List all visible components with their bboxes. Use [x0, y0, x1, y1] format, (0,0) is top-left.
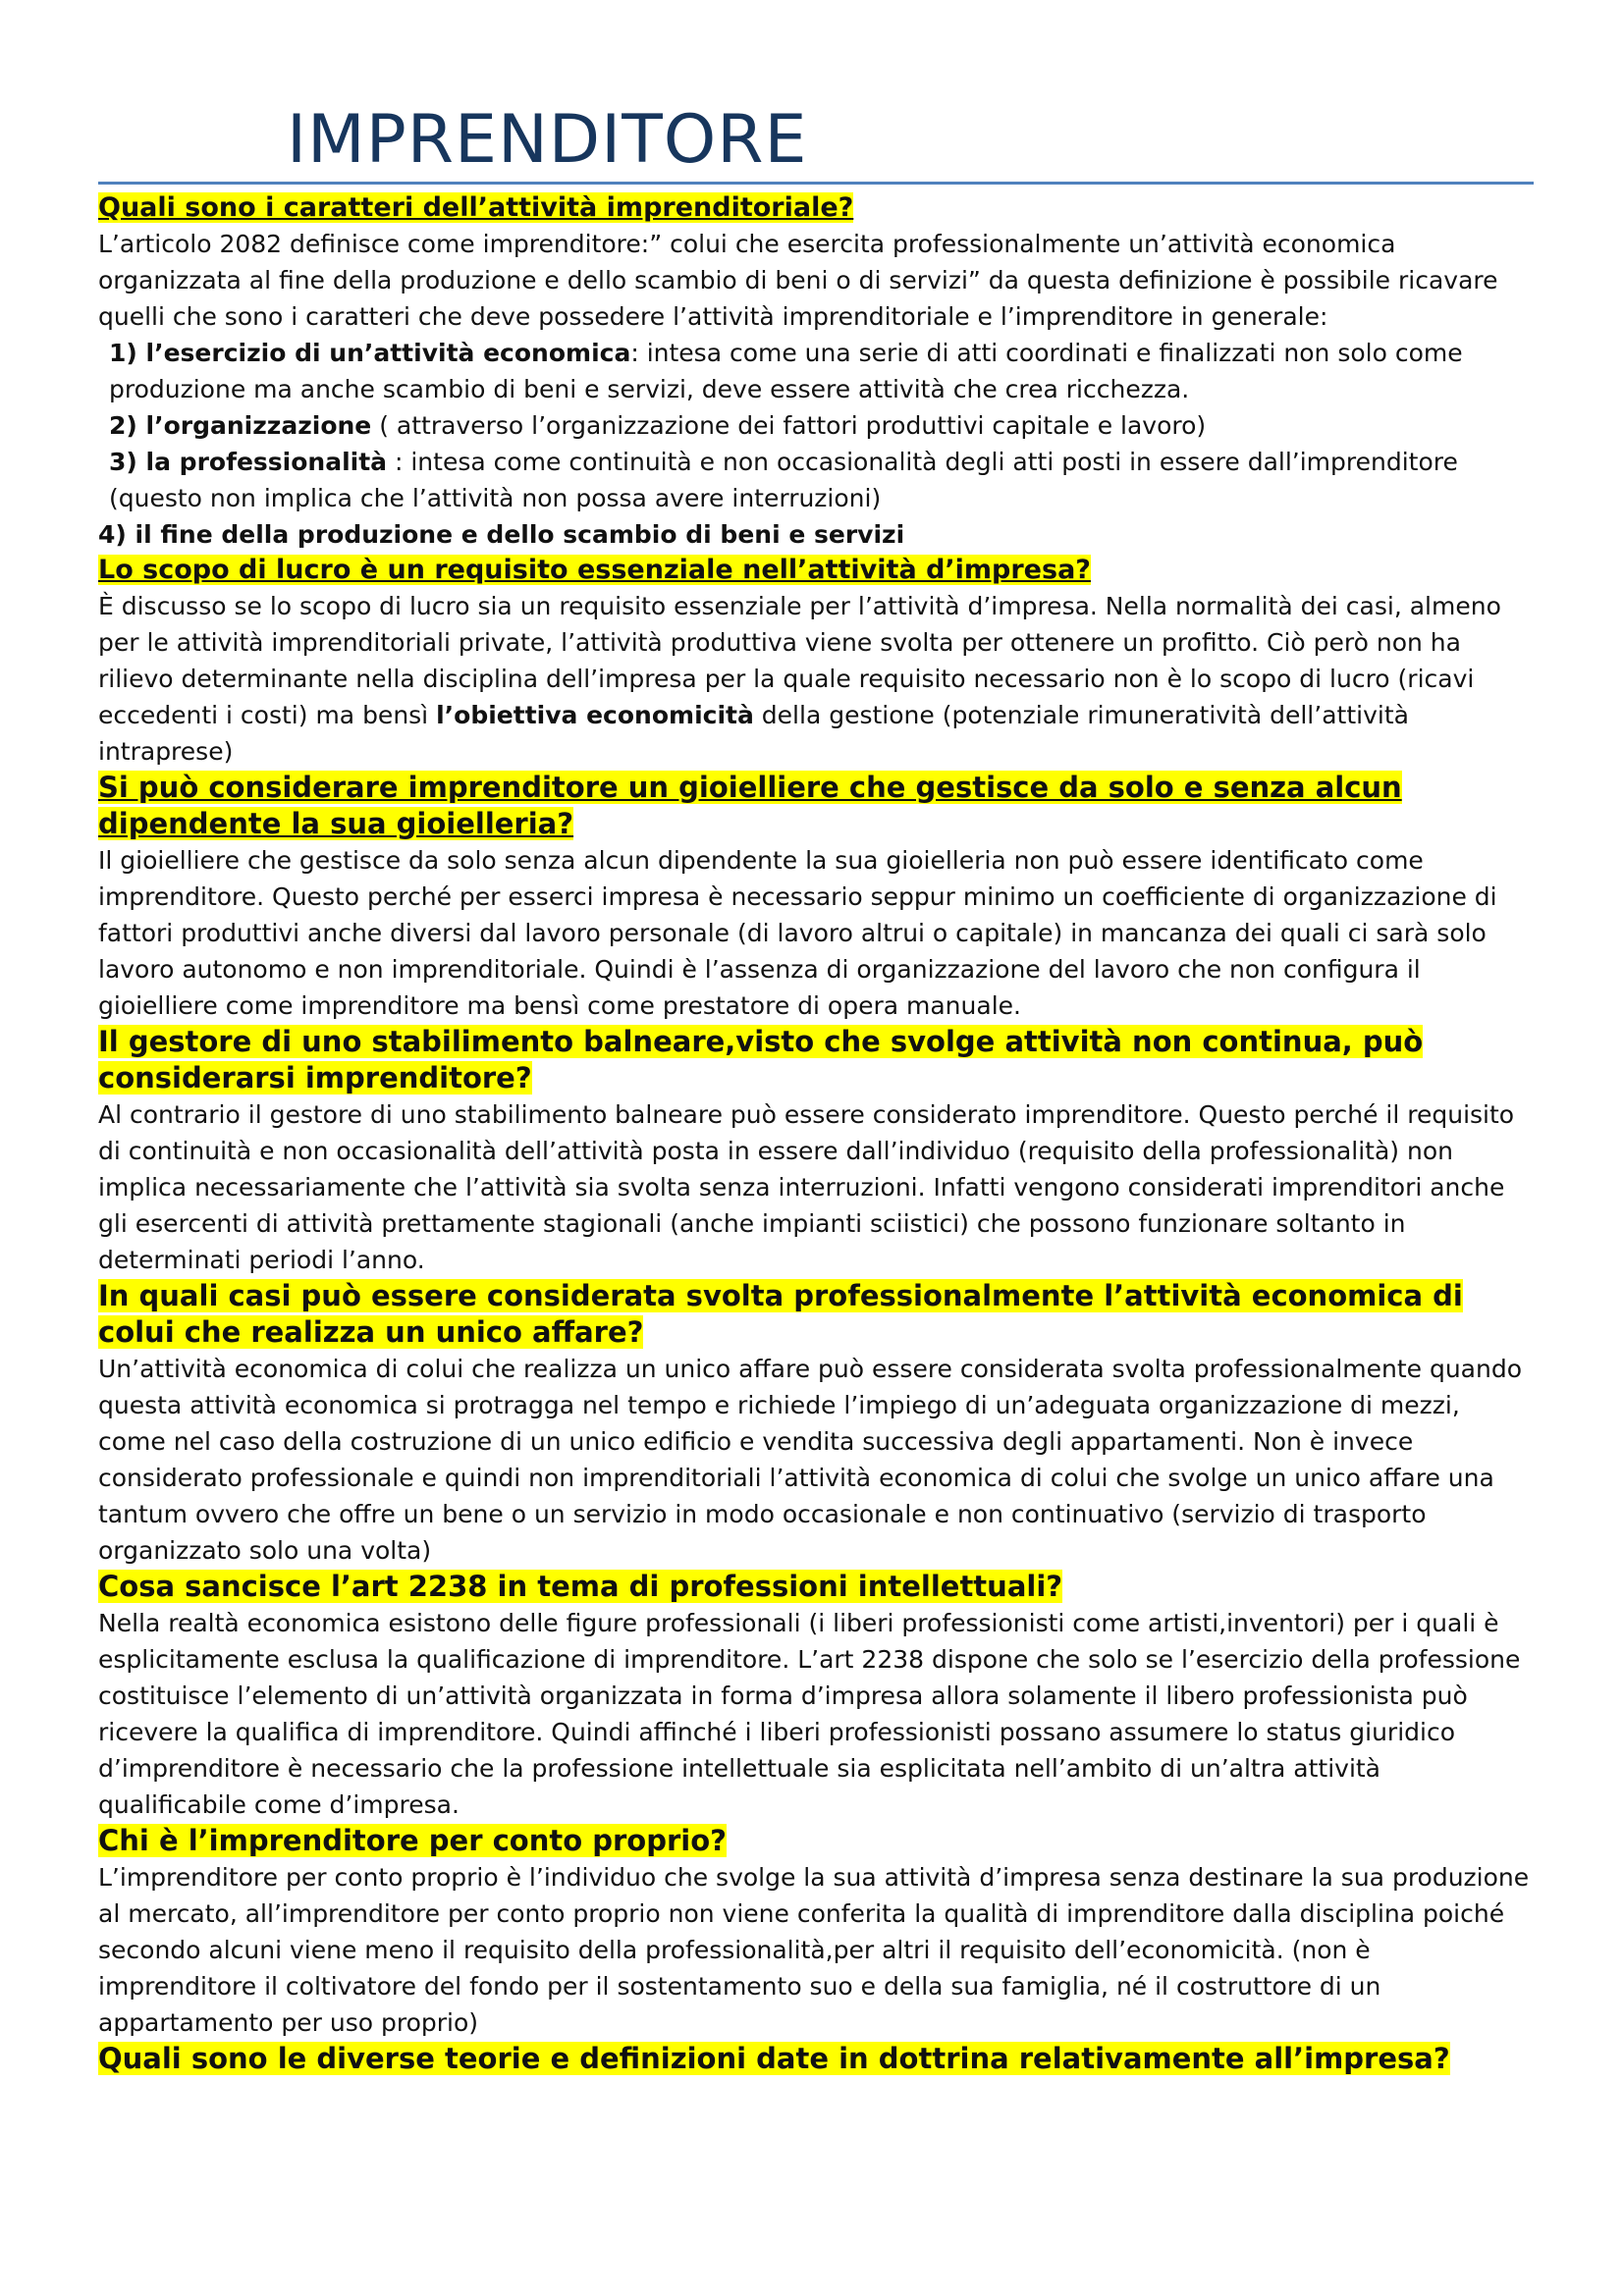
list-item-term: 4) il fine della produzione e dello scambio di beni e servizi	[98, 520, 905, 549]
question-heading	[98, 2041, 1534, 2077]
list-item	[98, 516, 1534, 553]
section-scopo-di-lucro	[98, 553, 1534, 770]
section-conto-proprio	[98, 1823, 1534, 2041]
section-caratteri	[98, 190, 1534, 553]
question-text: Lo scopo di lucro è un requisito essenziale nell’attività d’impresa?	[98, 555, 1091, 585]
section-art-2238	[98, 1569, 1534, 1823]
question-heading	[98, 770, 1534, 842]
paragraph	[98, 588, 1534, 770]
section-unico-affare	[98, 1278, 1534, 1569]
question-heading	[98, 1278, 1534, 1351]
list-item	[98, 407, 1534, 444]
question-heading	[98, 1569, 1534, 1605]
section-stabilimento-balneare	[98, 1024, 1534, 1278]
paragraph-text: della gestione (potenziale rimuneratività dell’attività intraprese)	[98, 701, 1409, 766]
question-text: Il gestore di uno stabilimento balneare,visto che svolge attività non continua, può considerarsi imprenditore?	[98, 1025, 1424, 1095]
paragraph: Il gioielliere che gestisce da solo senza alcun dipendente la sua gioielleria non può essere identificato come imprenditore. Questo perché per esserci impresa è necessario seppur minimo un coefficiente di organizzazione di fattori produttivi anche diversi dal lavoro personale (di lavoro altrui o capitale) in mancanza dei quali ci sarà solo lavoro autonomo e non imprenditoriale. Quindi è l’assenza di organizzazione del lavoro che non configura il gioielliere come imprenditore ma bensì come prestatore di opera manuale.	[98, 846, 1497, 1020]
section-gioielliere	[98, 770, 1534, 1024]
question-heading	[98, 553, 1534, 588]
question-text: Quali sono i caratteri dell’attività imprenditoriale?	[98, 192, 854, 223]
section-teorie-impresa	[98, 2041, 1534, 2077]
list-item-text: : intesa come una serie di atti coordinati e finalizzati non solo come produzione ma anche scambio di beni e servizi, deve essere attività che crea ricchezza.	[109, 339, 1463, 403]
question-heading	[98, 1823, 1534, 1859]
paragraph: Nella realtà economica esistono delle figure professionali (i liberi professionisti come artisti,inventori) per i quali è esplicitamente esclusa la qualificazione di imprenditore. L’art 2238 dispone che solo se l’esercizio della professione costituisce l’elemento di un’attività organizzata in forma d’impresa allora solamente il libero professionista può ricevere la qualifica di imprenditore. Quindi affinché i liberi professionisti possano assumere lo status giuridico d’imprenditore è necessario che la professione intellettuale sia esplicitata nell’ambito di un’altra attività qualificabile come d’impresa.	[98, 1609, 1521, 1819]
document-title: IMPRENDITORE	[287, 101, 808, 179]
list-item-text: ( attraverso l’organizzazione dei fattori produttivi capitale e lavoro)	[371, 411, 1207, 440]
paragraph: Un’attività economica di colui che realizza un unico affare può essere considerata svolta professionalmente quando questa attività economica si protragga nel tempo e richiede l’impiego di un’adeguata organizzazione di mezzi, come nel caso della costruzione di un unico edificio e vendita successiva degli appartamenti. Non è invece considerato professionale e quindi non imprenditoriali l’attività economica di colui che svolge un unico affare una tantum ovvero che offre un bene o un servizio in modo occasionale e non continuativo (servizio di trasporto organizzato solo una volta)	[98, 1355, 1523, 1565]
question-heading	[98, 1024, 1534, 1096]
question-text: Chi è l’imprenditore per conto proprio?	[98, 1824, 727, 1857]
document-page	[98, 93, 1534, 2077]
list-item-term: 3) la professionalità	[109, 448, 388, 476]
paragraph: L’imprenditore per conto proprio è l’individuo che svolge la sua attività d’impresa senza destinare la sua produzione al mercato, all’imprenditore per conto proprio non viene conferita la qualità di imprenditore dalla disciplina poiché secondo alcuni viene meno il requisito della professionalità,per altri il requisito dell’economicità. (non è imprenditore il coltivatore del fondo per il sostentamento suo e della sua famiglia, né il costruttore di un appartamento per uso proprio)	[98, 1863, 1530, 2037]
question-text: Si può considerare imprenditore un gioielliere che gestisce da solo e senza alcun dipendente la sua gioielleria?	[98, 771, 1402, 840]
list-item-text: : intesa come continuità e non occasionalità degli atti posti in essere dall’imprenditore (questo non implica che l’attività non possa avere interruzioni)	[109, 448, 1458, 512]
list-item-term: 2) l’organizzazione	[109, 411, 372, 440]
list-item-term: 1) l’esercizio di un’attività economica	[109, 339, 631, 367]
question-text: Cosa sancisce l’art 2238 in tema di professioni intellettuali?	[98, 1570, 1063, 1603]
paragraph-emphasis: l’obiettiva economicità	[436, 701, 754, 729]
list-item	[98, 335, 1534, 407]
question-text: In quali casi può essere considerata svolta professionalmente l’attività economica di colui che realizza un unico affare?	[98, 1279, 1463, 1349]
question-heading	[98, 190, 1534, 226]
paragraph-text: È discusso se lo scopo di lucro sia un requisito essenziale per l’attività d’impresa. Nella normalità dei casi, almeno per le attività imprenditoriali private, l’attività produttiva viene svolta per ottenere un profitto. Ciò però non ha rilievo determinante nella disciplina dell’impresa per la quale requisito necessario non è lo scopo di lucro (ricavi eccedenti i costi) ma bensì	[98, 592, 1501, 729]
list-item	[98, 444, 1534, 516]
paragraph: L’articolo 2082 definisce come imprenditore:” colui che esercita professionalmente un’attività economica organizzata al fine della produzione e dello scambio di beni o di servizi” da questa definizione è possibile ricavare quelli che sono i caratteri che deve possedere l’attività imprenditoriale e l’imprenditore in generale:	[98, 230, 1498, 331]
question-text: Quali sono le diverse teorie e definizioni date in dottrina relativamente all’impresa?	[98, 2042, 1450, 2075]
paragraph: Al contrario il gestore di uno stabilimento balneare può essere considerato imprenditore. Questo perché il requisito di continuità e non occasionalità dell’attività posta in essere dall’individuo (requisito della professionalità) non implica necessariamente che l’attività sia svolta senza interruzioni. Infatti vengono considerati imprenditori anche gli esercenti di attività prettamente stagionali (anche impianti sciistici) che possono funzionare soltanto in determinati periodi l’anno.	[98, 1100, 1515, 1274]
